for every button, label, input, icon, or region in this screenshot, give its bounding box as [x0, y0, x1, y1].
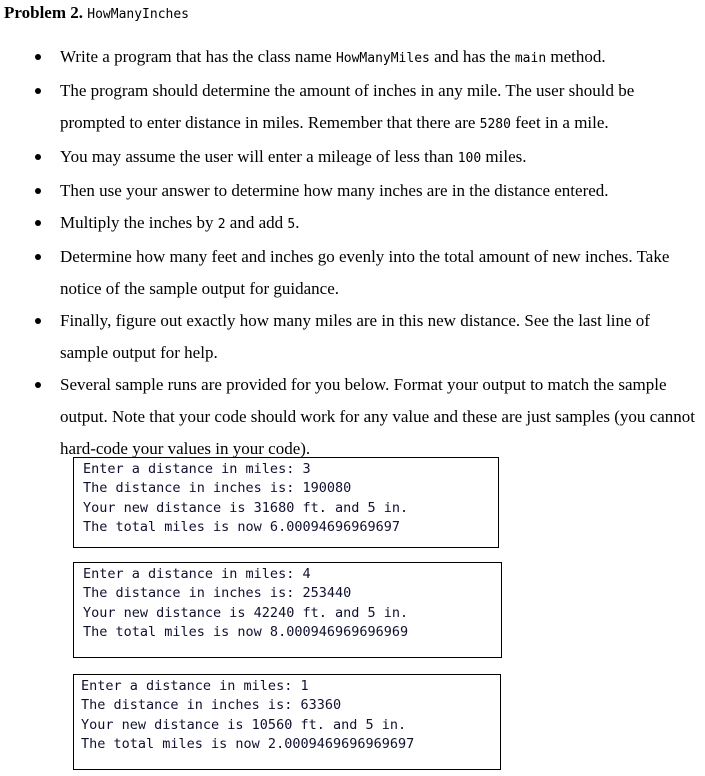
problem-label: Problem 2. [4, 3, 84, 22]
list-item: Determine how many feet and inches go evenly into the total amount of new inches. Take notice of the sample output for guidance. [0, 241, 705, 305]
list-item: Several sample runs are provided for you below. Format your output to match the sample output. Note that your code should work for any value and these are just samples (you cannot hard-code your values in your code). [0, 369, 705, 465]
sample-output-1: Enter a distance in miles: 3 The distance in inches is: 190080 Your new distance is 31680 ft. and 5 in. The total miles is now 6.00094696969697 [73, 457, 499, 548]
sample-output-3: Enter a distance in miles: 1 The distance in inches is: 63360 Your new distance is 10560 ft. and 5 in. The total miles is now 2.0009469696969697 [73, 674, 501, 770]
list-item: You may assume the user will enter a mileage of less than 100 miles. [0, 141, 705, 175]
instruction-list [0, 41, 705, 465]
list-item: The program should determine the amount of inches in any mile. The user should be prompted to enter distance in miles. Remember that there are 5280 feet in a mile. [0, 75, 705, 141]
list-item: Write a program that has the class name HowManyMiles and has the main method. [0, 41, 705, 75]
list-item: Then use your answer to determine how many inches are in the distance entered. [0, 175, 705, 207]
list-item: Multiply the inches by 2 and add 5. [0, 207, 705, 241]
sample-output-2: Enter a distance in miles: 4 The distance in inches is: 253440 Your new distance is 42240 ft. and 5 in. The total miles is now 8.000946969696969 [73, 562, 502, 658]
problem-title [4, 3, 189, 23]
list-item: Finally, figure out exactly how many miles are in this new distance. See the last line of sample output for help. [0, 305, 705, 369]
problem-name: HowManyInches [87, 7, 190, 22]
